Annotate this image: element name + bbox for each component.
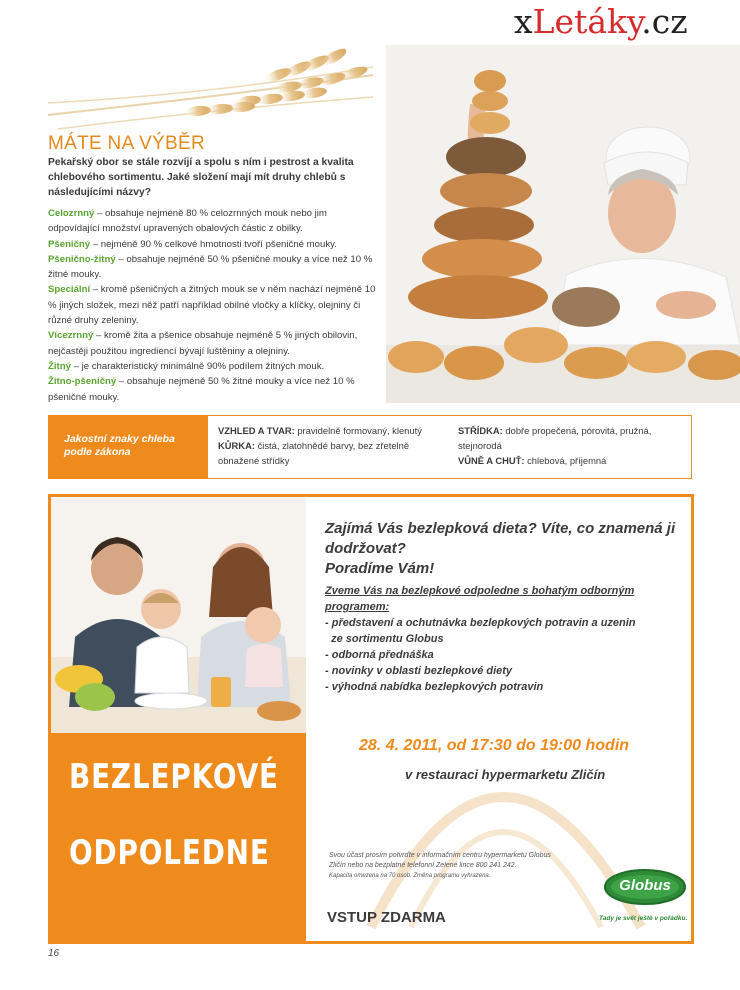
globus-logo <box>603 867 687 907</box>
baker-photo <box>386 45 740 403</box>
article-title: MÁTE NA VÝBĚR <box>48 133 205 154</box>
definition-item <box>48 206 378 237</box>
article-lead: Pekařský obor se stále rozvíjí a spolu s ním i pestrost a kvalita chlebového sortimentu. Jaké složení mají mít druhy chlebů s následujícími názvy? <box>48 157 354 198</box>
definitions-list <box>48 206 378 405</box>
quality-item <box>458 423 686 453</box>
definition-term: Žitný <box>48 360 71 372</box>
gluten-free-ad <box>48 494 694 944</box>
ad-note-line: Zličín nebo na bezplatné telefonní Zelené lince 800 241 242. <box>329 862 517 869</box>
logo-prefix: x <box>514 2 533 41</box>
ad-headline-2: Poradíme Vám! <box>325 560 435 577</box>
quality-text: čistá, zlatohnědé barvy, bez zřetelně obnažené střídky <box>218 440 410 466</box>
definition-item <box>48 252 378 283</box>
definition-text: – nejméně 90 % celkové hmotnosti tvoří pšeničné mouky. <box>90 238 337 250</box>
ad-note <box>329 851 629 881</box>
quality-term: VZHLED A TVAR: <box>218 425 295 436</box>
page-number: 16 <box>48 948 60 959</box>
program-item: ze sortimentu Globus <box>325 633 444 645</box>
family-photo <box>51 497 306 733</box>
definition-item <box>48 328 378 359</box>
definition-text: – obsahuje nejméně 80 % celozrnných mouk nebo jim odpovídající množství upravených obalových částic z obilky. <box>48 208 327 235</box>
globus-slogan: Tady je svět ještě v pořádku. <box>599 915 688 922</box>
definition-text: – je charakteristický minimálně 90% podílem žitných mouk. <box>70 360 325 372</box>
definition-text: – obsahuje nejméně 50 % žitné mouky a více než 10 % pšeničné mouky. <box>48 376 355 403</box>
quality-term: STŘÍDKA: <box>458 425 503 436</box>
event-title-line-2: ODPOLEDNE <box>69 833 270 873</box>
program-item: - představení a ochutnávka bezlepkových potravin a uzenin <box>325 617 636 629</box>
definition-item <box>48 237 378 252</box>
watermark-logo[interactable] <box>514 2 688 41</box>
ad-date: 28. 4. 2011, od 17:30 do 19:00 hodin <box>359 737 630 754</box>
quality-item <box>218 438 443 468</box>
ad-place: v restauraci hypermarketu Zličín <box>405 767 606 782</box>
definition-term: Žitno-pšeničný <box>48 376 117 388</box>
ad-note-line: Kapacita omezena na 70 osob. Změna programu vyhrazena. <box>329 873 491 879</box>
wheat-illustration <box>48 45 373 133</box>
ad-headline-1: Zajímá Vás bezlepková dieta? Víte, co znamená ji dodržovat? <box>325 520 676 557</box>
definition-term: Pšenično-žitný <box>48 253 116 265</box>
definition-item <box>48 359 378 374</box>
orange-block <box>51 733 306 944</box>
quality-label-box <box>48 415 208 479</box>
event-title-line-1: BEZLEPKOVÉ <box>69 757 279 797</box>
quality-text: dobře propečená, pórovitá, pružná, stejnorodá <box>458 425 652 451</box>
quality-column-2 <box>458 423 686 468</box>
quality-label: Jakostní znaky chleba podle zákona <box>64 433 175 458</box>
definition-text: – obsahuje nejméně 50 % pšeničné mouky a více než 10 % žitné mouky. <box>48 253 373 281</box>
definition-text: – kromě žita a pšenice obsahuje nejméně 5 % jiných obilovin, nejčastěji použitou ingrediencí bývají luštěniny a olejniny. <box>48 330 358 357</box>
definition-item <box>48 374 378 405</box>
definition-term: Celozrnný <box>48 208 95 219</box>
quality-item <box>218 423 443 438</box>
globus-logo-text: Globus <box>619 877 671 894</box>
program-item: - novinky v oblasti bezlepkové diety <box>325 665 513 677</box>
quality-text: pravidelně formovaný, klenutý <box>294 425 422 436</box>
quality-term: KŮRKA: <box>218 440 255 451</box>
logo-suffix: .cz <box>641 2 688 41</box>
definition-term: Vícezrnný <box>48 330 94 342</box>
quality-column-1 <box>218 423 443 468</box>
program-item: - odborná přednáška <box>325 649 434 661</box>
logo-main: Letáky <box>532 2 642 41</box>
ad-program <box>325 583 685 695</box>
ad-headline <box>325 519 685 579</box>
quality-item <box>458 453 686 468</box>
quality-term: VŮNĚ A CHUŤ: <box>458 455 525 466</box>
ad-note-line: Svou účast prosím potvrďte v informačním centru hypermarketu Globus <box>329 852 551 859</box>
program-item: - výhodná nabídka bezlepkových potravin <box>325 681 544 693</box>
definition-term: Speciální <box>48 284 91 296</box>
definition-text: – kromě pšeničných a žitných mouk se v něm nachází nejméně 10 % jiných složek, mezi něž patří například obilné vločky a klíčky, olejniny či různé druhy zeleniny. <box>48 284 376 327</box>
ad-invite: Zveme Vás na bezlepkové odpoledne s bohatým odborným programem: <box>325 585 635 613</box>
definition-term: Pšeničný <box>48 238 91 250</box>
quality-text: chlebová, příjemná <box>524 455 607 466</box>
definition-item <box>48 282 378 328</box>
ad-entry: VSTUP ZDARMA <box>327 909 446 926</box>
